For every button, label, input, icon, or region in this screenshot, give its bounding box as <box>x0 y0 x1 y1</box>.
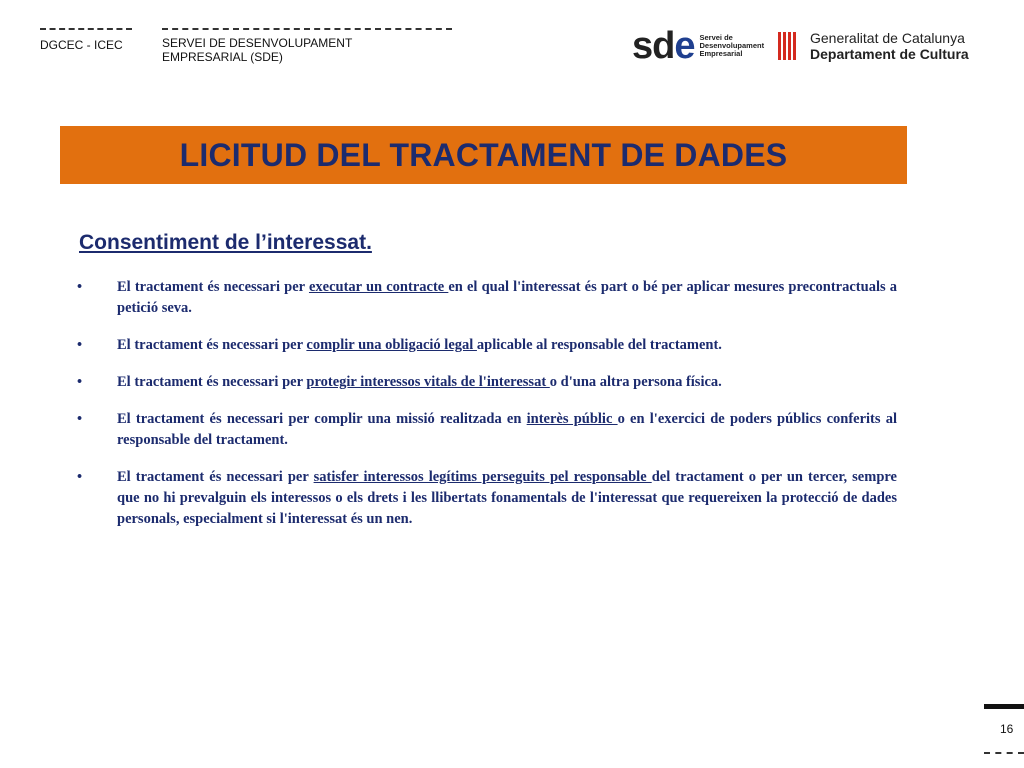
list-item: • El tractament és necessari per executar un contracte en el qual l'interessat és part o bé per aplicar mesures precontractuals a petició seva. <box>77 279 898 316</box>
generalitat-logo <box>778 30 969 62</box>
page-number: 16 <box>1000 722 1014 736</box>
header-left-label: DGCEC - ICEC <box>40 38 123 52</box>
list-item: • El tractament és necessari per complir una obligació legal aplicable al responsable del tractament. <box>77 337 722 353</box>
list-item: • El tractament és necessari per satisfer interessos legítims perseguits pel responsable del tractament o per un tercer, sempre que no hi prevalguin els interessos o els drets i les llibertats fonamentals de l'interessat que requereixen la protecció de dades personals, especialment si l'interessat és un nen. <box>77 469 897 527</box>
senyera-icon <box>778 32 802 60</box>
sde-logo <box>632 25 765 67</box>
generalitat-line1: Generalitat de Catalunya <box>810 30 965 46</box>
generalitat-line2: Departament de Cultura <box>810 46 969 62</box>
header-center-line1: SERVEI DE DESENVOLUPAMENT <box>162 36 353 50</box>
header-dash-left <box>40 28 132 30</box>
bullet-list <box>77 277 897 546</box>
title-banner <box>60 126 907 184</box>
sde-logo-caption: Servei de Desenvolupament Empresarial <box>699 33 765 58</box>
highlight-term: complir una obligació legal <box>306 337 477 353</box>
footer-bar <box>984 704 1024 709</box>
highlight-term: interès públic <box>526 411 618 427</box>
footer-dash <box>984 752 1024 754</box>
highlight-term: satisfer interessos legítims perseguits pel responsable <box>313 469 652 485</box>
generalitat-logo-text <box>810 30 969 62</box>
highlight-term: protegir interessos vitals de l'interessat <box>306 374 550 390</box>
page-title: LICITUD DEL TRACTAMENT DE DADES <box>179 136 788 173</box>
section-subtitle: Consentiment de l’interessat. <box>79 231 372 254</box>
header-center-line2: EMPRESARIAL (SDE) <box>162 50 283 64</box>
highlight-term: executar un contracte <box>308 279 449 295</box>
sde-logo-mark: sde <box>632 25 695 67</box>
list-item: • El tractament és necessari per protegir interessos vitals de l'interessat o d'una altra persona física. <box>77 374 722 390</box>
list-item: • El tractament és necessari per complir una missió realitzada en interès públic o en l'exercici de poders públics conferits al responsable del tractament. <box>77 411 898 448</box>
header-center-label <box>162 36 352 64</box>
header-dash-center <box>162 28 452 30</box>
